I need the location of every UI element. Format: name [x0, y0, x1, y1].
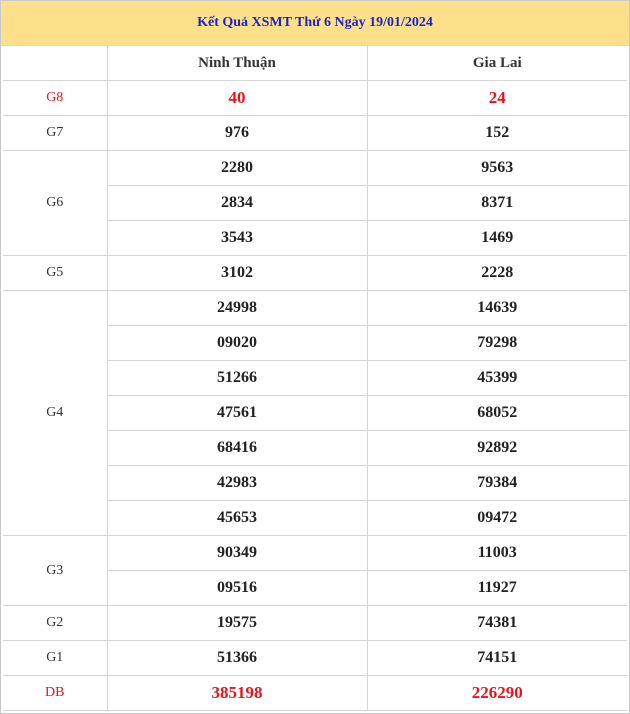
gia-lai-number: 152 — [367, 116, 627, 151]
ninh-thuan-number: 976 — [107, 116, 367, 151]
prize-label: G4 — [3, 291, 107, 536]
gia-lai-number: 79298 — [367, 326, 627, 361]
gia-lai-number: 92892 — [367, 431, 627, 466]
ninh-thuan-number: 51266 — [107, 361, 367, 396]
gia-lai-number: 24 — [367, 81, 627, 116]
ninh-thuan-number: 68416 — [107, 431, 367, 466]
ninh-thuan-number: 40 — [107, 81, 367, 116]
ninh-thuan-number: 90349 — [107, 536, 367, 571]
header-row — [3, 46, 627, 81]
result-row — [3, 81, 627, 116]
gia-lai-number: 226290 — [367, 676, 627, 711]
result-row — [3, 536, 627, 571]
ninh-thuan-number: 09516 — [107, 571, 367, 606]
result-row — [3, 151, 627, 186]
header-gia-lai: Gia Lai — [367, 46, 627, 81]
gia-lai-number: 11003 — [367, 536, 627, 571]
results-title: Kết Quả XSMT Thứ 6 Ngày 19/01/2024 — [1, 1, 629, 46]
ninh-thuan-number: 42983 — [107, 466, 367, 501]
prize-label: G1 — [3, 641, 107, 676]
result-row — [3, 291, 627, 326]
results-body — [3, 81, 627, 711]
result-row — [3, 676, 627, 711]
gia-lai-number: 14639 — [367, 291, 627, 326]
ninh-thuan-number: 24998 — [107, 291, 367, 326]
prize-label: G3 — [3, 536, 107, 606]
gia-lai-number: 1469 — [367, 221, 627, 256]
prize-label: G5 — [3, 256, 107, 291]
gia-lai-number: 68052 — [367, 396, 627, 431]
ninh-thuan-number: 09020 — [107, 326, 367, 361]
ninh-thuan-number: 51366 — [107, 641, 367, 676]
ninh-thuan-number: 47561 — [107, 396, 367, 431]
prize-label: G2 — [3, 606, 107, 641]
result-row — [3, 641, 627, 676]
gia-lai-number: 9563 — [367, 151, 627, 186]
gia-lai-number: 74151 — [367, 641, 627, 676]
prize-label: G8 — [3, 81, 107, 116]
prize-label: G7 — [3, 116, 107, 151]
ninh-thuan-number: 45653 — [107, 501, 367, 536]
ninh-thuan-number: 2280 — [107, 151, 367, 186]
ninh-thuan-number: 19575 — [107, 606, 367, 641]
ninh-thuan-number: 385198 — [107, 676, 367, 711]
gia-lai-number: 74381 — [367, 606, 627, 641]
result-row — [3, 606, 627, 641]
ninh-thuan-number: 3543 — [107, 221, 367, 256]
gia-lai-number: 79384 — [367, 466, 627, 501]
result-row — [3, 256, 627, 291]
ninh-thuan-number: 3102 — [107, 256, 367, 291]
gia-lai-number: 09472 — [367, 501, 627, 536]
gia-lai-number: 2228 — [367, 256, 627, 291]
prize-label: G6 — [3, 151, 107, 256]
gia-lai-number: 45399 — [367, 361, 627, 396]
prize-label: DB — [3, 676, 107, 711]
header-prize — [3, 46, 107, 81]
results-table — [3, 46, 627, 711]
gia-lai-number: 8371 — [367, 186, 627, 221]
header-ninh-thuan: Ninh Thuận — [107, 46, 367, 81]
ninh-thuan-number: 2834 — [107, 186, 367, 221]
result-row — [3, 116, 627, 151]
gia-lai-number: 11927 — [367, 571, 627, 606]
